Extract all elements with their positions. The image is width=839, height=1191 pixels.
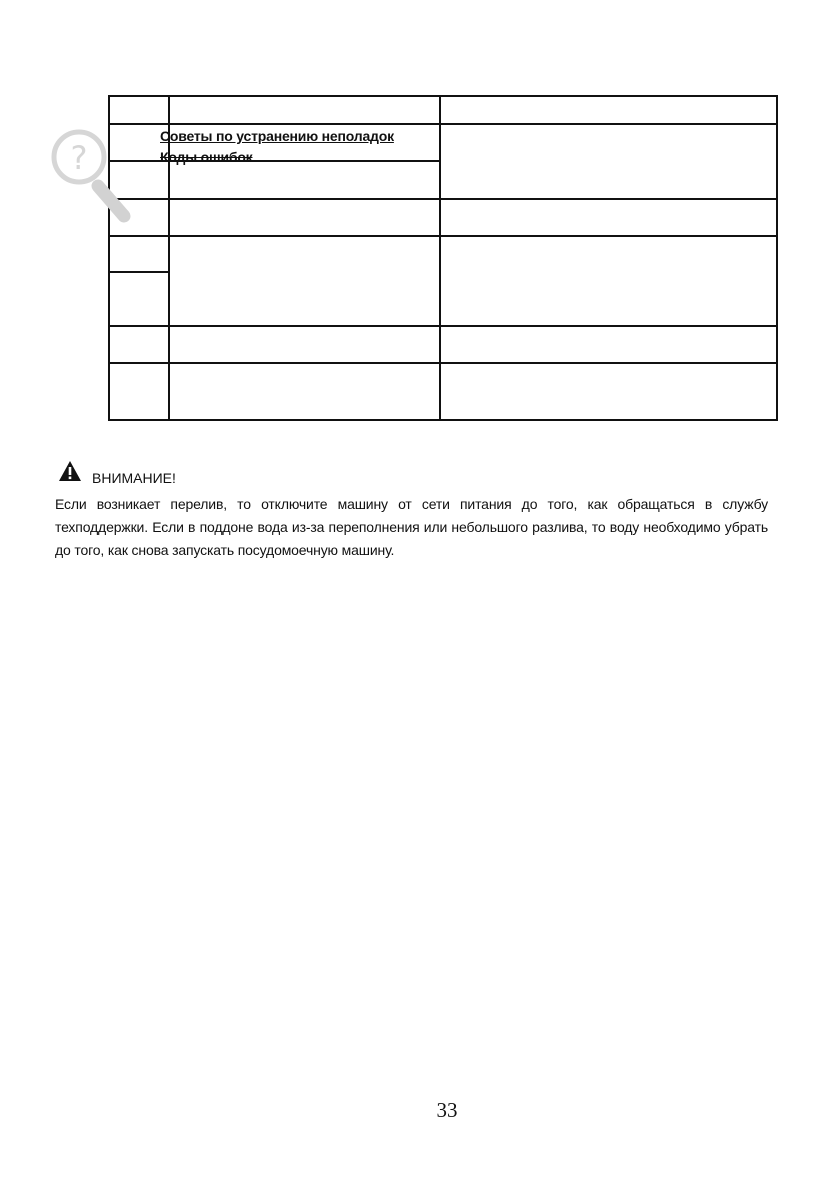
svg-text:?: ? (70, 139, 88, 177)
warning-title: ВНИМАНИЕ! (92, 470, 176, 486)
table-row (109, 236, 777, 272)
table-row (109, 96, 777, 124)
table-cell (169, 96, 440, 124)
table-cell (440, 326, 777, 363)
table-cell (109, 326, 169, 363)
table-cell (440, 199, 777, 236)
table-cell (109, 363, 169, 420)
table-row (109, 199, 777, 236)
warning-triangle-icon (58, 460, 82, 482)
table-cell (169, 161, 440, 199)
page-title: Советы по устранению неполадок (160, 128, 394, 144)
warning-text: Если возникает перелив, то отключите машину от сети питания до того, как обращаться в службу техподдержки. Если в поддоне вода из-за переполнения или небольшого разлива, то воду необходимо убрать до того, как снова запускать посудомоечную машину. (55, 496, 768, 558)
table-row (109, 363, 777, 420)
table-cell (440, 96, 777, 124)
table-cell (109, 96, 169, 124)
table-cell (169, 236, 440, 326)
table-row (109, 326, 777, 363)
table-cell (109, 272, 169, 326)
table-cell (169, 326, 440, 363)
table-cell (169, 199, 440, 236)
table-cell (440, 124, 777, 199)
table-cell (169, 363, 440, 420)
table-cell (109, 236, 169, 272)
page-number: 33 (436, 1098, 458, 1122)
page-subtitle: Коды ошибок (160, 149, 253, 165)
table-cell (440, 363, 777, 420)
table-cell (440, 236, 777, 326)
magnifying-glass-question-icon (50, 126, 134, 226)
